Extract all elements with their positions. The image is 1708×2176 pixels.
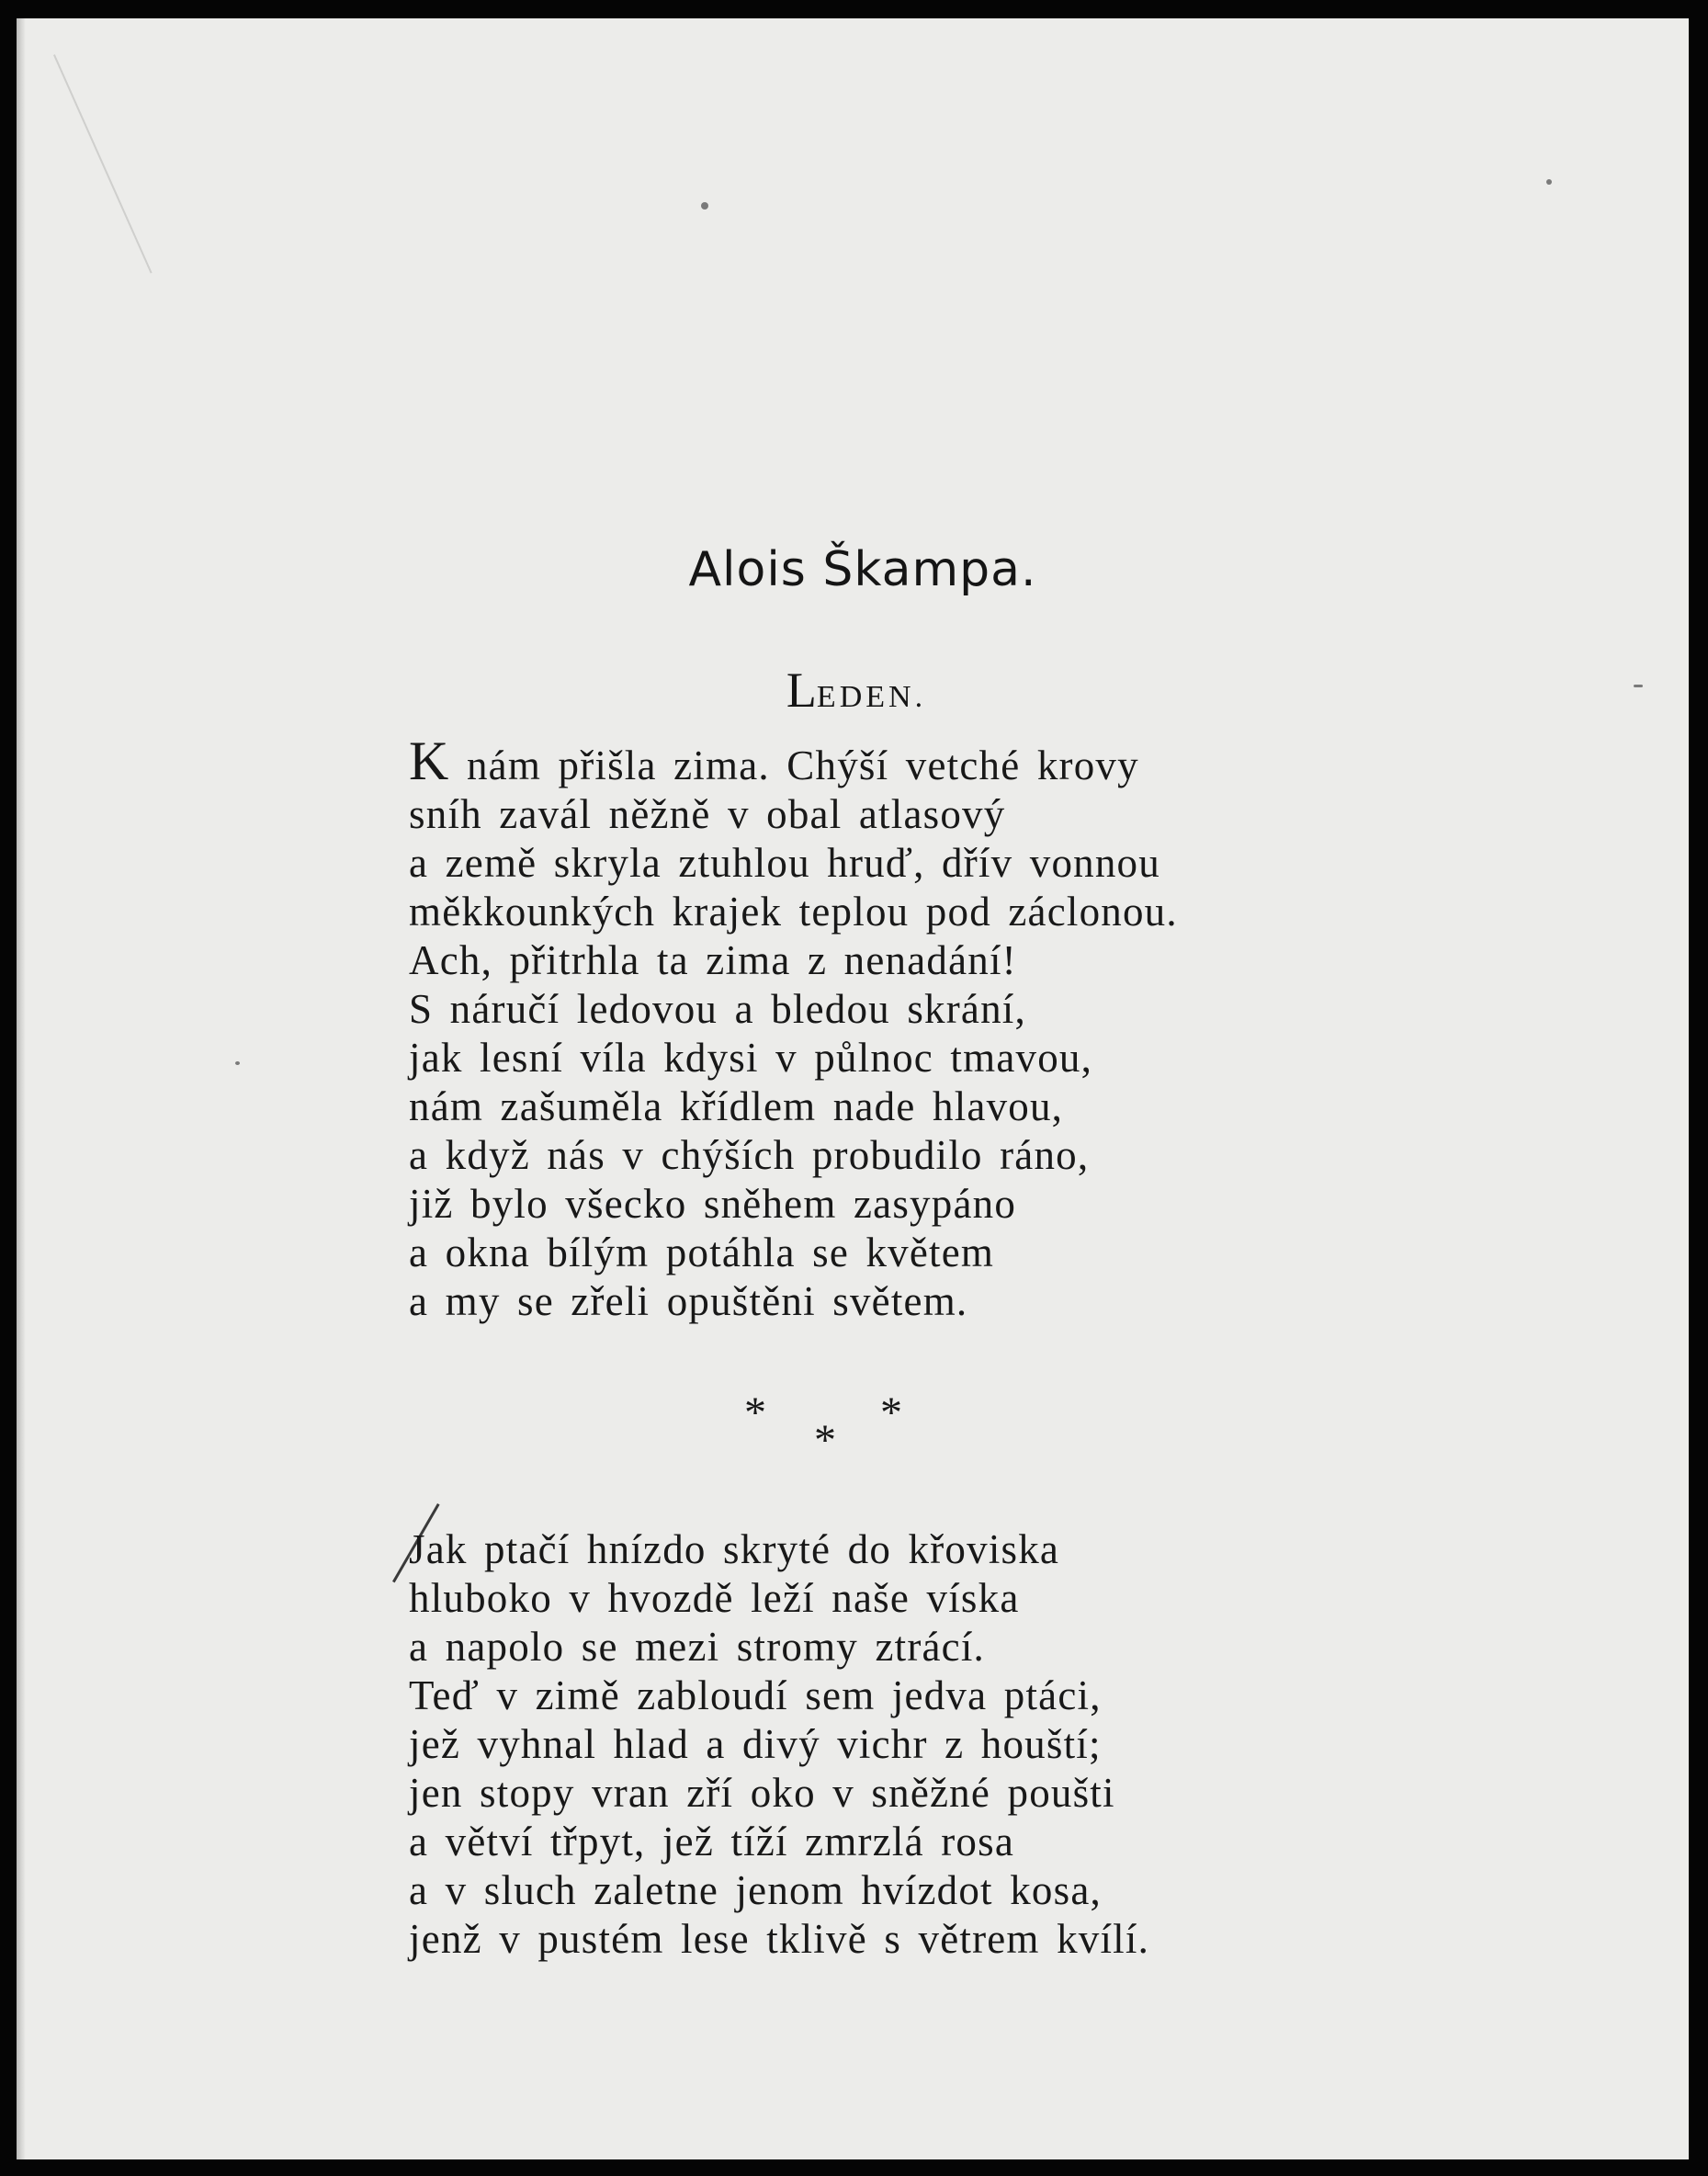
verse-line: a v sluch zaletne jenom hvízdot kosa, — [409, 1867, 1102, 1913]
book-page — [17, 18, 1689, 2159]
verse-line: měkkounkých krajek teplou pod záclonou. — [409, 889, 1178, 935]
stanza-2 — [409, 1525, 1149, 1964]
ink-speck — [235, 1061, 240, 1065]
author-name: Alois Škampa. — [688, 542, 1037, 597]
verse-line: a okna bílým potáhla se květem — [409, 1230, 995, 1275]
verse-line: a my se zřeli opuštěni světem. — [409, 1278, 968, 1324]
verse-line: hluboko v hvozdě leží naše víska — [409, 1575, 1020, 1621]
stanza-1 — [409, 731, 1178, 1326]
verse-line: nám zašuměla křídlem nade hlavou, — [409, 1083, 1064, 1129]
verse-line: a větví třpyt, jež tíží zmrzlá rosa — [409, 1819, 1015, 1864]
asterism-separator — [742, 1388, 926, 1470]
poem-title — [17, 662, 1689, 719]
verse-line-text: nám přišla zima. Chýší vetché krovy — [449, 742, 1139, 788]
verse-line: sníh zavál něžně v obal atlasový — [409, 791, 1006, 837]
asterisk: * — [814, 1416, 836, 1465]
poem-title-initial: L — [786, 663, 817, 718]
verse-line: Jak ptačí hnízdo skryté do křoviska — [409, 1526, 1060, 1572]
verse-line — [409, 731, 1178, 791]
page-crease — [53, 54, 153, 273]
verse-line: a napolo se mezi stromy ztrácí. — [409, 1624, 985, 1670]
ink-speck — [701, 202, 708, 210]
drop-cap: K — [409, 731, 450, 791]
verse-line: jen stopy vran zří oko v sněžné poušti — [409, 1770, 1115, 1816]
verse-line: Ach, přitrhla ta zima z nenadání! — [409, 937, 1017, 983]
poem-title-rest: EDEN. — [816, 680, 927, 714]
verse-line: Teď v zimě zabloudí sem jedva ptáci, — [409, 1672, 1102, 1718]
page-edge-shadow — [17, 18, 26, 2159]
ink-speck — [1546, 179, 1552, 185]
asterisk: * — [744, 1388, 766, 1437]
verse-line: a když nás v chýších probudilo ráno, — [409, 1132, 1090, 1178]
verse-line: jak lesní víla kdysi v půlnoc tmavou, — [409, 1035, 1093, 1081]
verse-line: a země skryla ztuhlou hruď, dřív vonnou — [409, 840, 1160, 886]
verse-line: jež vyhnal hlad a divý vichr z houští; — [409, 1721, 1102, 1767]
verse-line: S náručí ledovou a bledou skrání, — [409, 986, 1026, 1032]
asterisk: * — [880, 1388, 902, 1437]
verse-line: již bylo všecko sněhem zasypáno — [409, 1181, 1017, 1227]
verse-line: jenž v pustém lese tklivě s větrem kvílí. — [409, 1916, 1150, 1962]
